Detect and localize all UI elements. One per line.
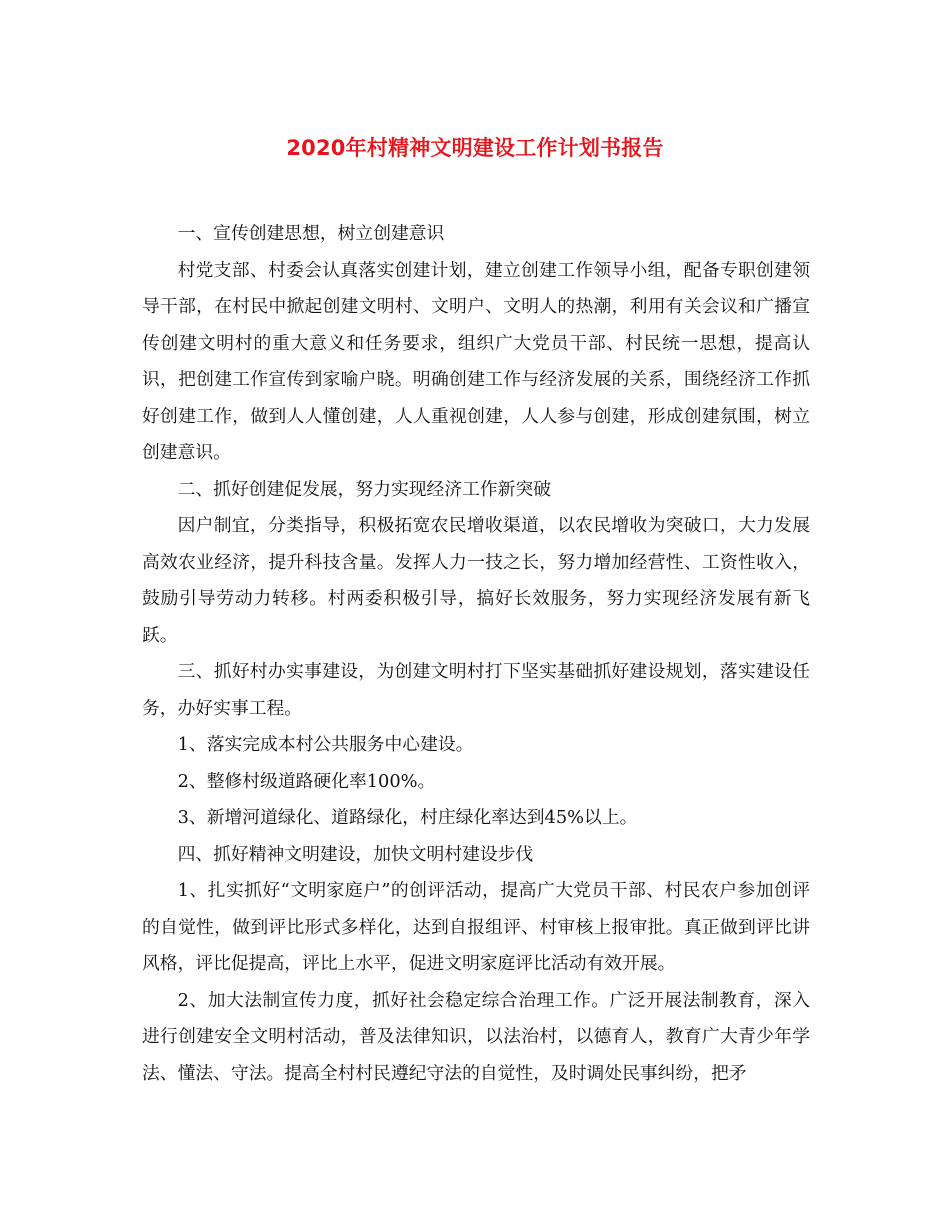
section-heading-1: 一、宣传创建思想，树立创建意识 bbox=[177, 223, 445, 244]
document-title: 2020年村精神文明建设工作计划书报告 bbox=[286, 136, 664, 160]
section-heading-4: 四、抓好精神文明建设，加快文明村建设步伐 bbox=[177, 843, 534, 865]
section-heading-3: 三、抓好村办实事建设，为创建文明村打下坚实基础抓好建设规划，落实建设任务，办好实事工程。 bbox=[142, 661, 810, 719]
document-body bbox=[142, 216, 810, 1092]
list-item: 2、加大法制宣传力度，抓好社会稳定综合治理工作。广泛开展法制教育，深入进行创建安全文明村活动，普及法律知识，以法治村，以德育人，教育广大青少年学法、懂法、守法。提高全村村民遵纪守法的自觉性，及时调处民事纠纷，把矛 bbox=[142, 989, 810, 1084]
paragraph: 村党支部、村委会认真落实创建计划，建立创建工作领导小组，配备专职创建领导干部，在村民中掀起创建文明村、文明户、文明人的热潮，利用有关会议和广播宣传创建文明村的重大意义和任务要求，组织广大党员干部、村民统一思想，提高认识，把创建工作宣传到家喻户晓。明确创建工作与经济发展的关系，围绕经济工作抓好创建工作，做到人人懂创建，人人重视创建，人人参与创建，形成创建氛围，树立创建意识。 bbox=[142, 259, 810, 463]
list-item: 2、整修村级道路硬化率100%。 bbox=[177, 770, 436, 792]
list-item: 1、扎实抓好“文明家庭户”的创评活动，提高广大党员干部、村民农户参加创评的自觉性，做到评比形式多样化，达到自报组评、村审核上报审批。真正做到评比讲风格，评比促提高，评比上水平，促进文明家庭评比活动有效开展。 bbox=[142, 880, 810, 974]
list-item: 1、落实完成本村公共服务中心建设。 bbox=[177, 734, 474, 755]
section-heading-2: 二、抓好创建促发展，努力实现经济工作新突破 bbox=[177, 478, 552, 500]
paragraph: 因户制宜，分类指导，积极拓宽农民增收渠道，以农民增收为突破口，大力发展高效农业经济，提升科技含量。发挥人力一技之长，努力增加经营性、工资性收入，鼓励引导劳动力转移。村两委积极引导，搞好长效服务，努力实现经济发展有新飞跃。 bbox=[142, 515, 810, 646]
list-item: 3、新增河道绿化、道路绿化，村庄绿化率达到45%以上。 bbox=[177, 807, 638, 828]
